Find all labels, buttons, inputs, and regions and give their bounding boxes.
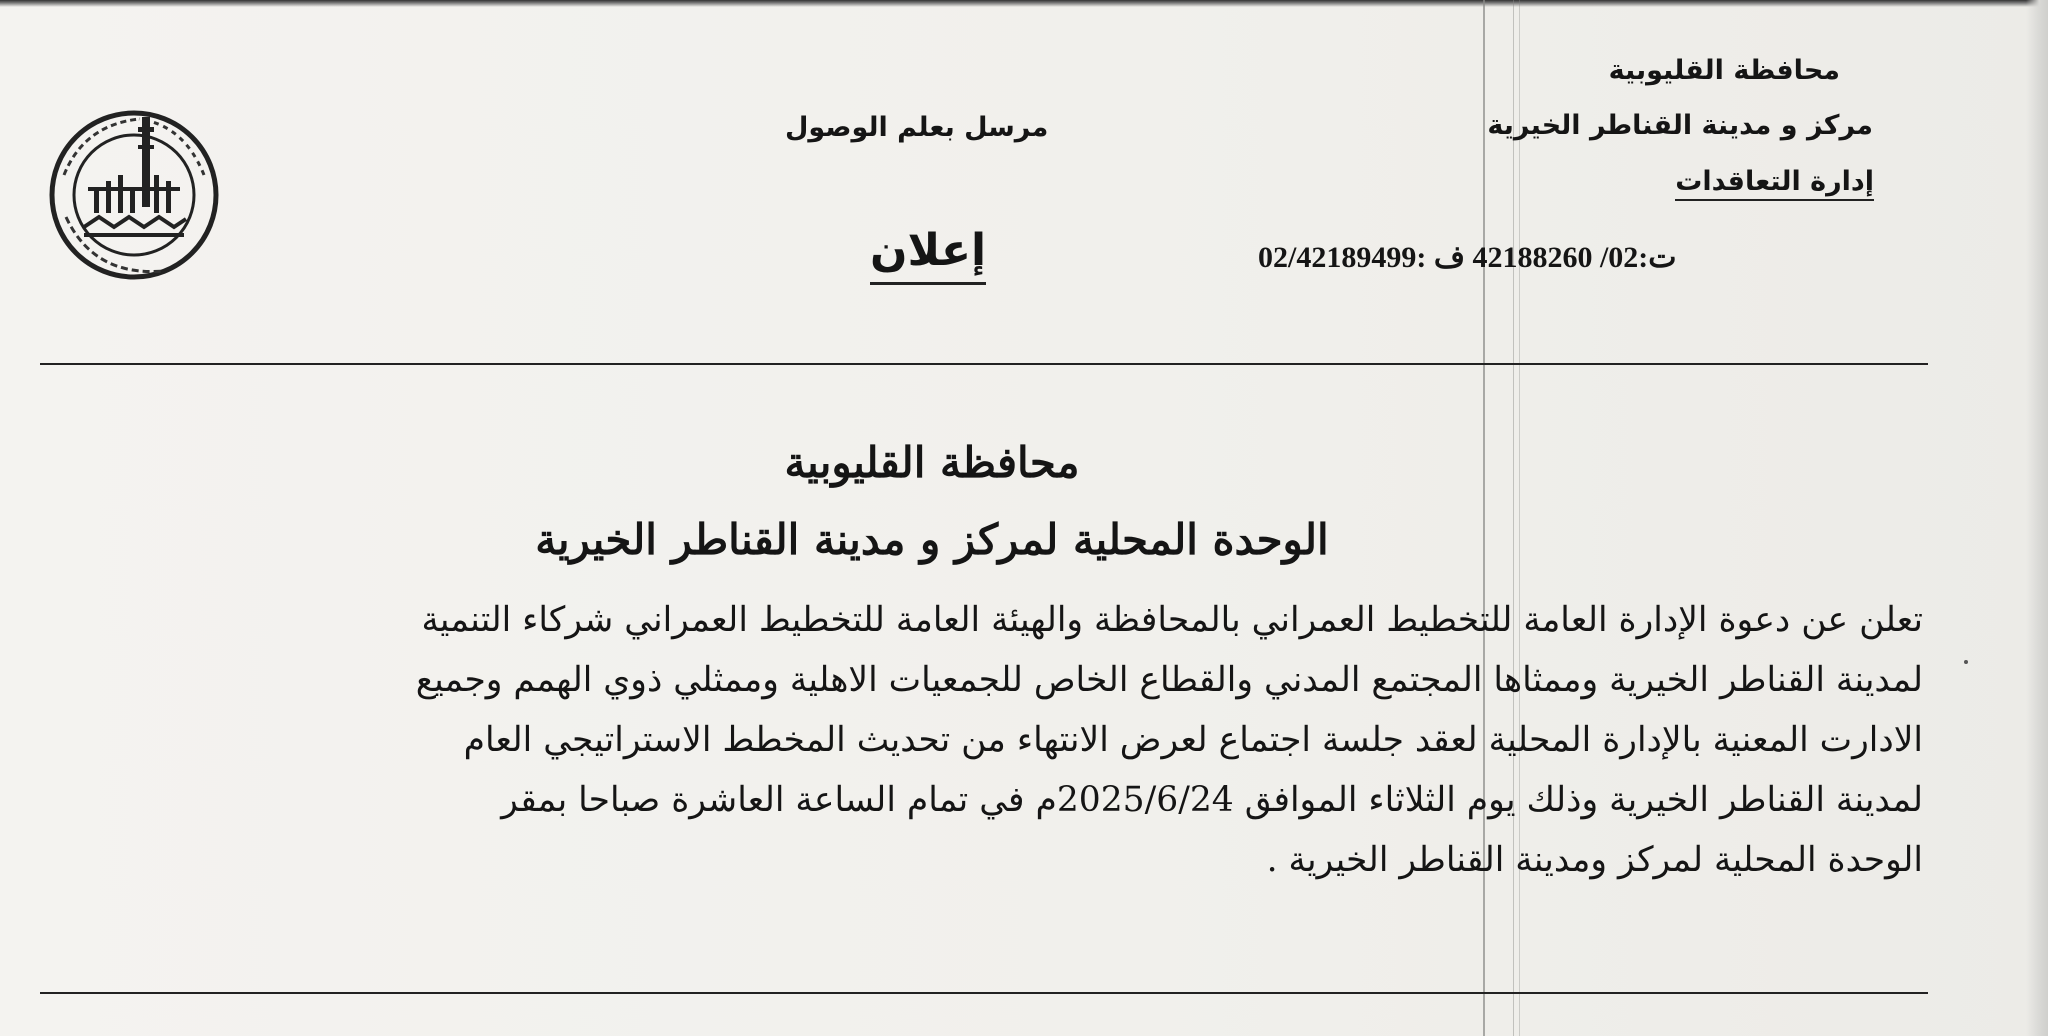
announcement-body: [0, 590, 1923, 890]
title-local-unit: الوحدة المحلية لمركز و مدينة القناطر الخيرية: [535, 515, 1329, 564]
body-line: تعلن عن دعوة الإدارة العامة للتخطيط العمراني بالمحافظة والهيئة العامة للتخطيط العمراني شركاء التنمية: [421, 600, 1923, 640]
title-governorate: محافظة القليوبية: [784, 438, 1080, 487]
body-line: الادارت المعنية بالإدارة المحلية لعقد جلسة اجتماع لعرض الانتهاء من تحديث المخطط الاستراتيجي العام: [463, 720, 1923, 760]
body-line: الوحدة المحلية لمركز ومدينة القناطر الخيرية .: [1266, 840, 1923, 880]
header-city-center: مركز و مدينة القناطر الخيرية: [1487, 110, 1873, 141]
official-seal-icon: [44, 105, 224, 285]
body-line: لمدينة القناطر الخيرية وممثاها المجتمع المدني والقطاع الخاص للجمعيات الاهلية وممثلي ذوي الهمم وجميع: [415, 660, 1923, 700]
scan-top-shadow: [0, 0, 2048, 7]
scan-right-shadow: [2026, 0, 2048, 1036]
divider-line: [40, 363, 1928, 365]
header-governorate: محافظة القليوبية: [1608, 55, 1840, 86]
paper-mark: [1964, 660, 1968, 664]
header-phone-fax: ت:02/ 42188260 ف :02/42189499: [1258, 241, 1677, 274]
header-department: إدارة التعاقدات: [1675, 165, 1874, 201]
body-line: لمدينة القناطر الخيرية وذلك يوم الثلاثاء الموافق 2025/6/24م في تمام الساعة العاشرة صباحا بمقر: [501, 780, 1923, 820]
announcement-label: إعلان: [870, 220, 986, 285]
delivery-note: مرسل بعلم الوصول: [785, 112, 1049, 143]
divider-line: [40, 992, 1928, 994]
